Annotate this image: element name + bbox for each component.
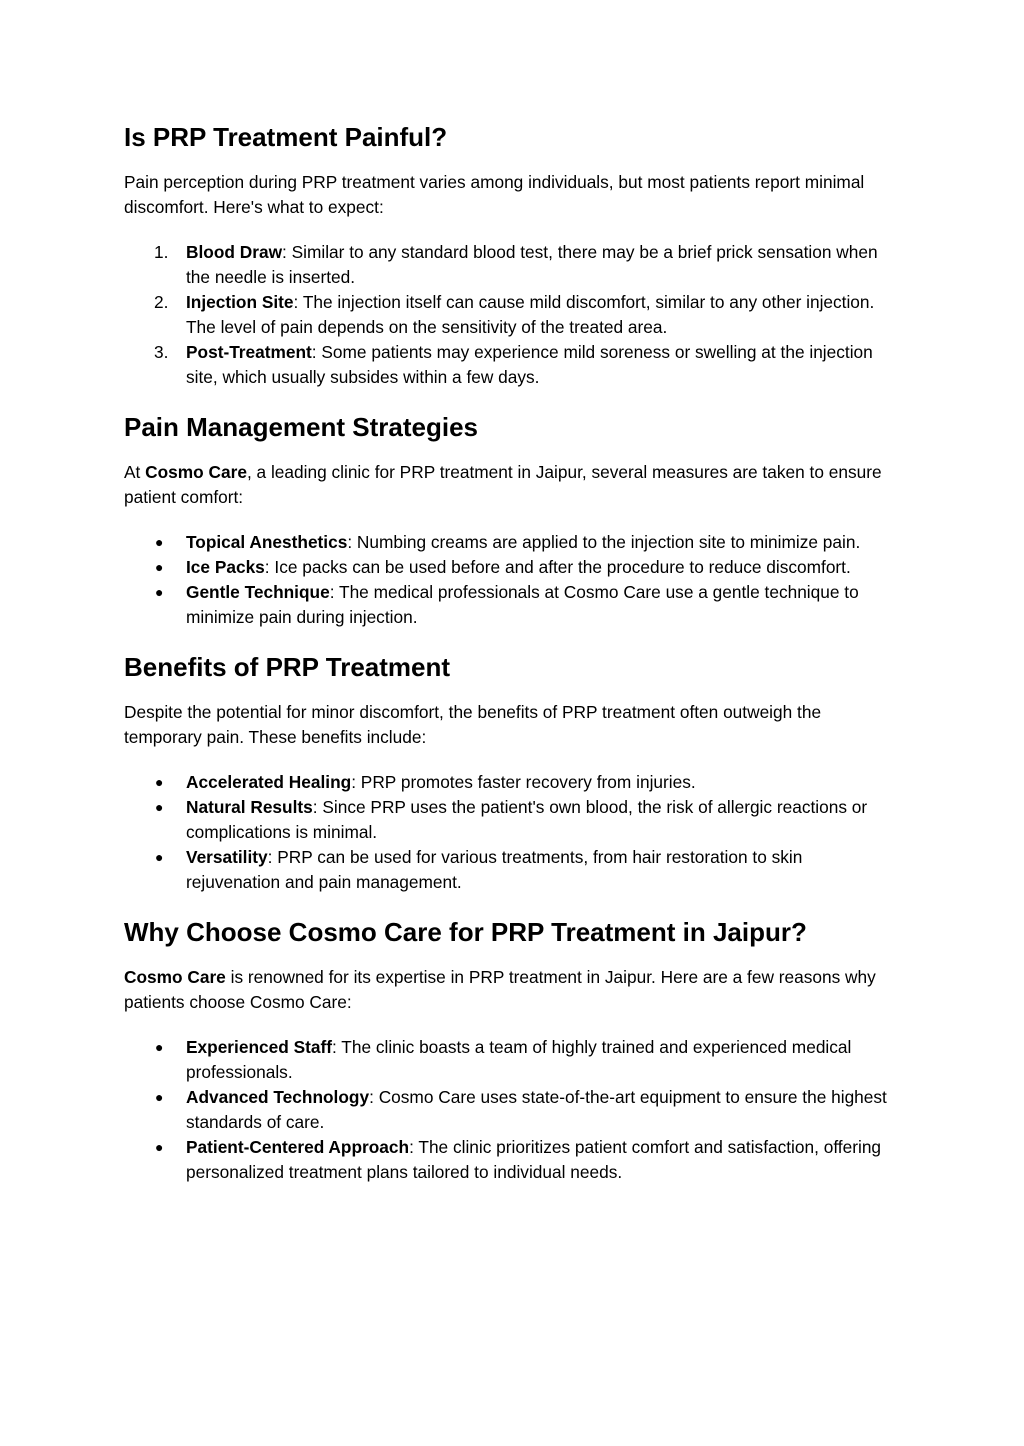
bullet-icon: ●	[155, 534, 164, 550]
section-heading: Is PRP Treatment Painful?	[124, 122, 448, 152]
item-term: Topical Anesthetics	[186, 532, 348, 552]
item-text: : Ice packs can be used before and after the procedure to reduce discomfort.	[264, 557, 851, 577]
intro-prefix: At	[124, 462, 146, 482]
section-intro	[124, 460, 899, 510]
list-item	[124, 290, 899, 340]
list-item	[124, 1085, 899, 1135]
item-term: Natural Results	[186, 797, 313, 817]
document-page	[124, 120, 899, 1185]
item-text: : Some patients may experience mild soreness or swelling at the injection site, which usually subsides within a few days.	[186, 342, 873, 387]
item-text: : PRP can be used for various treatments, from hair restoration to skin rejuvenation and pain management.	[186, 847, 803, 892]
item-term: Post-Treatment	[186, 342, 312, 362]
list-item	[124, 1035, 899, 1085]
item-term: Accelerated Healing	[186, 772, 352, 792]
intro-bold: Cosmo Care	[145, 462, 247, 482]
item-text: : PRP promotes faster recovery from injuries.	[351, 772, 696, 792]
list-item	[124, 240, 899, 290]
item-term: Advanced Technology	[186, 1087, 370, 1107]
bullet-icon: ●	[155, 584, 164, 600]
bullet-icon: ●	[155, 849, 164, 865]
list-item	[124, 845, 899, 895]
item-text: : The clinic boasts a team of highly trained and experienced medical professionals.	[186, 1037, 852, 1082]
section-heading: Pain Management Strategies	[124, 412, 478, 442]
bullet-list	[124, 1035, 899, 1185]
section-intro: Despite the potential for minor discomfort, the benefits of PRP treatment often outweigh the temporary pain. These benefits include:	[124, 702, 822, 747]
bullet-icon: ●	[155, 1139, 164, 1155]
bullet-list	[124, 530, 899, 630]
item-term: Gentle Technique	[186, 582, 330, 602]
item-term: Injection Site	[186, 292, 294, 312]
list-number: 2.	[154, 292, 169, 312]
ordered-list	[124, 240, 899, 390]
item-text: : Cosmo Care uses state-of-the-art equipment to ensure the highest standards of care.	[186, 1087, 887, 1132]
section-heading: Benefits of PRP Treatment	[124, 652, 451, 682]
list-number: 1.	[154, 242, 169, 262]
item-text: : Since PRP uses the patient's own blood, the risk of allergic reactions or complications is minimal.	[186, 797, 868, 842]
bullet-icon: ●	[155, 774, 164, 790]
item-term: Blood Draw	[186, 242, 283, 262]
item-term: Ice Packs	[186, 557, 265, 577]
item-text: : The clinic prioritizes patient comfort and satisfaction, offering personalized treatment plans tailored to individual needs.	[186, 1137, 882, 1182]
item-term: Patient-Centered Approach	[186, 1137, 410, 1157]
item-text: : The injection itself can cause mild discomfort, similar to any other injection. The level of pain depends on the sensitivity of the treated area.	[186, 292, 875, 337]
list-item	[124, 770, 899, 795]
section-intro: Pain perception during PRP treatment varies among individuals, but most patients report minimal discomfort. Here's what to expect:	[124, 172, 865, 217]
item-term: Experienced Staff	[186, 1037, 332, 1057]
intro-bold: Cosmo Care	[124, 967, 226, 987]
list-item	[124, 530, 899, 555]
bullet-icon: ●	[155, 799, 164, 815]
bullet-list	[124, 770, 899, 895]
list-item	[124, 795, 899, 845]
item-text: : Numbing creams are applied to the injection site to minimize pain.	[347, 532, 861, 552]
bullet-icon: ●	[155, 559, 164, 575]
list-item	[124, 555, 899, 580]
section-intro	[124, 965, 899, 1015]
list-item	[124, 580, 899, 630]
list-number: 3.	[154, 342, 169, 362]
item-text: : Similar to any standard blood test, there may be a brief prick sensation when the needle is inserted.	[186, 242, 878, 287]
intro-rest: is renowned for its expertise in PRP treatment in Jaipur. Here are a few reasons why patients choose Cosmo Care:	[124, 967, 876, 1012]
bullet-icon: ●	[155, 1039, 164, 1055]
list-item	[124, 340, 899, 390]
intro-rest: , a leading clinic for PRP treatment in Jaipur, several measures are taken to ensure patient comfort:	[124, 462, 882, 507]
item-term: Versatility	[186, 847, 268, 867]
item-text: : The medical professionals at Cosmo Care use a gentle technique to minimize pain during injection.	[186, 582, 859, 627]
bullet-icon: ●	[155, 1089, 164, 1105]
list-item	[124, 1135, 899, 1185]
section-heading: Why Choose Cosmo Care for PRP Treatment in Jaipur?	[124, 917, 807, 947]
